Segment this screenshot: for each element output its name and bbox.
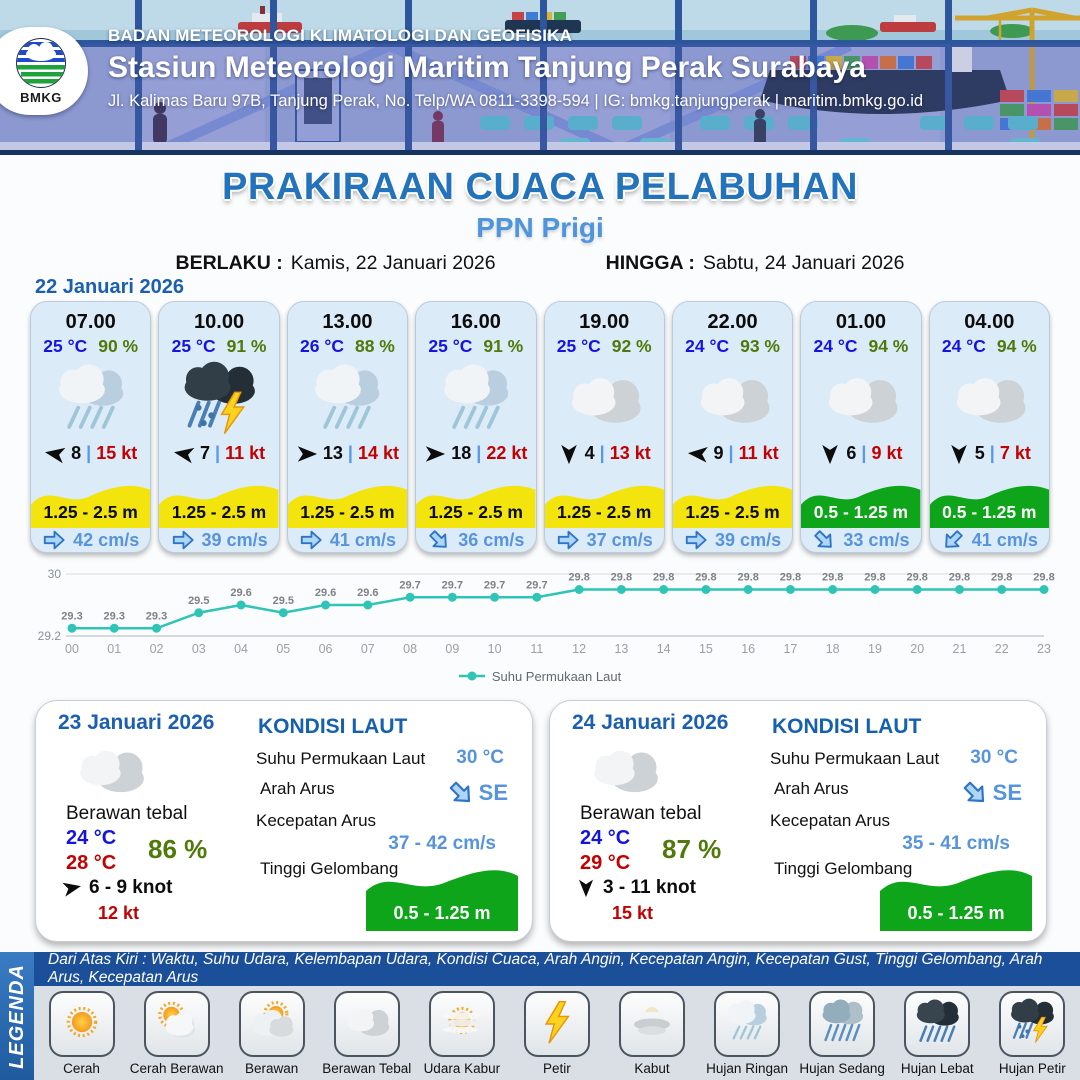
- legend-icon-box: [429, 991, 495, 1057]
- svg-text:29.6: 29.6: [230, 587, 252, 599]
- svg-text:29.5: 29.5: [272, 594, 295, 607]
- svg-text:17: 17: [783, 642, 798, 656]
- card-current-row: [427, 528, 524, 552]
- wind-divider: |: [86, 443, 92, 464]
- forecast-card-04.00: [929, 301, 1050, 553]
- current-direction-icon: [299, 528, 323, 552]
- svg-text:29.5: 29.5: [188, 594, 210, 607]
- legend-item-label: Cerah Berawan: [129, 1061, 224, 1076]
- bmkg-logo-text: BMKG: [20, 90, 62, 105]
- wave-height-block: [880, 853, 1032, 931]
- forecast-cards-row: [30, 301, 1050, 553]
- card-temperature: 25 °C: [556, 336, 601, 356]
- legend-item-petir: [511, 991, 603, 1076]
- day-wind-row: [62, 877, 172, 899]
- day-condition: Berawan tebal: [580, 803, 702, 824]
- wind-direction-icon: [296, 443, 318, 465]
- wave-height-block: [366, 853, 518, 931]
- udara-kabur-icon: [437, 997, 487, 1052]
- card-wave-band: [930, 471, 1049, 528]
- wind-divider: |: [599, 443, 605, 464]
- sst-value: 30 °C: [456, 747, 504, 768]
- legend-item-label: Hujan Lebat: [900, 1061, 974, 1076]
- card-current-row: [941, 528, 1038, 552]
- sst-label: Suhu Permukaan Laut: [770, 749, 940, 768]
- card-time: 10.00: [194, 311, 245, 333]
- wave-height-label: Tinggi Gelombang: [774, 859, 913, 878]
- wind-direction-icon: [576, 878, 596, 898]
- wind-direction-icon: [62, 878, 82, 898]
- legend-item-label: Udara Kabur: [423, 1061, 501, 1076]
- card-wind-row: [948, 441, 1031, 467]
- current-speed-label: Kecepatan Arus: [256, 811, 377, 830]
- card-gust-speed: 7 kt: [999, 443, 1031, 464]
- current-direction-icon: [171, 528, 195, 552]
- card-current-speed: 37 cm/s: [586, 529, 653, 550]
- berlaku: [176, 252, 496, 275]
- day-temp-min: 24 °C: [66, 827, 117, 849]
- hingga: [606, 252, 905, 275]
- card-temperature: 24 °C: [685, 336, 730, 356]
- current-direction-label: Arah Arus: [774, 779, 849, 798]
- card-wave-height: 0.5 - 1.25 m: [813, 502, 909, 522]
- card-wind-speed: 13: [322, 443, 343, 464]
- card-time: 01.00: [835, 311, 886, 333]
- wind-divider: |: [728, 443, 734, 464]
- legend-item-label: Hujan Ringan: [706, 1061, 788, 1076]
- legend-item-label: Kabut: [634, 1061, 670, 1076]
- current-direction-icon: [941, 528, 965, 552]
- legend-item-cerah: [36, 991, 128, 1076]
- card-temp-humidity: [172, 336, 267, 357]
- svg-text:11: 11: [530, 642, 544, 656]
- current-direction-value: SE: [961, 779, 1022, 807]
- card-gust-speed: 13 kt: [609, 443, 651, 464]
- legend-item-berawan-tebal: [321, 991, 413, 1076]
- forecast-card-19.00: [544, 301, 665, 553]
- card-temperature: 24 °C: [813, 336, 858, 356]
- svg-text:29.3: 29.3: [145, 610, 168, 623]
- legend-items-row: [34, 986, 1080, 1080]
- svg-text:29.8: 29.8: [1033, 571, 1055, 584]
- forecast-card-13.00: [287, 301, 408, 553]
- bmkg-logo: [0, 27, 88, 115]
- svg-text:01: 01: [107, 642, 122, 656]
- card-gust-speed: 11 kt: [738, 443, 779, 464]
- legend-icon-box: [239, 991, 305, 1057]
- legend-strip: [0, 952, 1080, 1080]
- card-time: 04.00: [964, 311, 1015, 333]
- svg-text:09: 09: [445, 642, 460, 656]
- svg-text:22: 22: [994, 642, 1009, 656]
- page-title: PRAKIRAAN CUACA PELABUHAN: [222, 166, 858, 208]
- card-humidity: 94 %: [868, 336, 909, 356]
- card-time: 13.00: [322, 311, 373, 333]
- legend-item-hujan-petir: [986, 991, 1078, 1076]
- svg-text:16: 16: [741, 642, 756, 656]
- forecast-card-16.00: [415, 301, 536, 553]
- day-humidity: 87 %: [662, 834, 722, 864]
- wind-direction-icon: [44, 443, 66, 465]
- card-wave-band: [159, 471, 278, 528]
- chart-legend-marker-icon: [459, 669, 485, 684]
- svg-text:20: 20: [910, 642, 925, 656]
- card-wind-speed: 9: [713, 443, 724, 464]
- weather-icon-berawan-tebal: [948, 358, 1030, 441]
- card-wave-band: [801, 471, 920, 528]
- card-time: 22.00: [707, 311, 758, 333]
- day-gust: 15 kt: [612, 903, 654, 923]
- wind-direction-icon: [558, 443, 580, 465]
- card-current-row: [556, 528, 653, 552]
- wave-height-value: 0.5 - 1.25 m: [393, 903, 491, 923]
- svg-text:15: 15: [698, 642, 713, 656]
- card-current-row: [42, 528, 139, 552]
- legend-note-bar: Dari Atas Kiri : Waktu, Suhu Udara, Kelembapan Udara, Kondisi Cuaca, Arah Angin, Kecepatan Angin, Kecepatan Gust, Tinggi Gelombang, Arah Arus, Kecepatan Arus: [34, 952, 1080, 986]
- day-wind-range: 6 - 9 knot: [89, 877, 173, 898]
- wind-divider: |: [347, 443, 353, 464]
- card-current-row: [299, 528, 396, 552]
- current-speed-value: 37 - 42 cm/s: [388, 833, 496, 854]
- svg-text:29.2: 29.2: [37, 629, 61, 643]
- svg-text:29.7: 29.7: [399, 579, 421, 592]
- card-wave-band: [673, 471, 792, 528]
- current-speed-label: Kecepatan Arus: [770, 811, 891, 830]
- weather-icon-berawan-tebal: [692, 358, 774, 441]
- card-humidity: 88 %: [354, 336, 395, 356]
- svg-text:29.7: 29.7: [526, 579, 548, 592]
- card-gust-speed: 9 kt: [871, 443, 903, 464]
- legend-item-label: Hujan Petir: [998, 1061, 1066, 1076]
- svg-text:29.8: 29.8: [864, 571, 886, 584]
- card-wind-speed: 4: [584, 443, 595, 464]
- card-wind-row: [173, 441, 265, 467]
- svg-text:02: 02: [149, 642, 164, 656]
- day-wind-range: 3 - 11 knot: [603, 877, 696, 898]
- legend-item-label: Berawan Tebal: [322, 1061, 412, 1076]
- svg-text:29.8: 29.8: [737, 571, 759, 584]
- card-humidity: 93 %: [740, 336, 780, 356]
- card-humidity: 91 %: [226, 336, 267, 356]
- legend-item-hujan-lebat: [891, 991, 983, 1076]
- card-current-row: [684, 528, 781, 552]
- legend-icon-box: [334, 991, 400, 1057]
- wave-height-value: 0.5 - 1.25 m: [907, 903, 1005, 923]
- card-wind-row: [819, 441, 902, 467]
- forecast-date-label: 22 Januari 2026: [35, 276, 184, 298]
- card-temp-humidity: [300, 336, 395, 357]
- svg-text:05: 05: [276, 642, 291, 656]
- svg-text:08: 08: [403, 642, 418, 656]
- sst-chart: [20, 556, 1060, 684]
- svg-text:29.8: 29.8: [948, 571, 971, 584]
- card-temp-humidity: [428, 336, 523, 357]
- card-wave-band: [416, 471, 535, 528]
- card-wind-speed: 6: [846, 443, 857, 464]
- day-card-24jan: [549, 700, 1047, 942]
- svg-text:10: 10: [487, 642, 502, 656]
- hingga-value: Sabtu, 24 Januari 2026: [702, 252, 905, 274]
- day-condition: Berawan tebal: [66, 803, 188, 824]
- card-current-speed: 33 cm/s: [843, 529, 910, 550]
- card-gust-speed: 15 kt: [96, 443, 138, 464]
- svg-text:29.7: 29.7: [483, 579, 506, 592]
- header-address: Jl. Kalimas Baru 97B, Tanjung Perak, No. Telp/WA 0811-3398-594 | IG: bmkg.tanjungperak | maritim.bmkg.go.id: [108, 92, 924, 110]
- day-wind-row: [576, 877, 696, 899]
- current-direction-label: Arah Arus: [260, 779, 335, 798]
- wind-direction-icon: [948, 443, 970, 465]
- svg-text:06: 06: [318, 642, 333, 656]
- legend-item-cerah-berawan: [131, 991, 223, 1076]
- card-wave-height: 1.25 - 2.5 m: [557, 502, 652, 522]
- bmkg-logo-icon: [15, 37, 67, 89]
- card-wave-height: 1.25 - 2.5 m: [685, 502, 780, 522]
- card-wind-row: [558, 441, 651, 467]
- current-speed-value: 35 - 41 cm/s: [902, 833, 1010, 854]
- card-time: 16.00: [450, 311, 501, 333]
- card-wave-height: 0.5 - 1.25 m: [942, 502, 1037, 522]
- current-direction-icon: [42, 528, 66, 552]
- svg-text:29.6: 29.6: [357, 587, 379, 599]
- legend-icon-box: [619, 991, 685, 1057]
- berawan-icon: [247, 997, 297, 1052]
- card-wind-row: [424, 441, 527, 467]
- card-temperature: 24 °C: [941, 336, 986, 356]
- card-current-row: [812, 528, 909, 552]
- berlaku-label: BERLAKU :: [175, 252, 283, 274]
- legend-item-udara-kabur: [416, 991, 508, 1076]
- card-temperature: 26 °C: [300, 336, 344, 356]
- card-wind-speed: 18: [451, 443, 472, 464]
- card-temperature: 25 °C: [171, 336, 216, 356]
- kabut-icon: [627, 997, 677, 1052]
- day-temp-min: 24 °C: [580, 827, 631, 849]
- validity-row: [0, 252, 1080, 275]
- hujan-ringan-icon: [722, 997, 772, 1052]
- svg-text:23: 23: [1037, 642, 1051, 656]
- svg-text:04: 04: [234, 642, 248, 656]
- card-temperature: 25 °C: [43, 336, 88, 356]
- legend-icon-box: [999, 991, 1065, 1057]
- berlaku-value: Kamis, 22 Januari 2026: [290, 252, 496, 274]
- weather-icon-hujan-ringan: [50, 358, 132, 441]
- svg-text:19: 19: [868, 642, 882, 656]
- day-date: 23 Januari 2026: [58, 711, 215, 734]
- port-name: PPN Prigi: [476, 212, 604, 243]
- weather-icon-hujan-ringan: [435, 358, 517, 441]
- wind-direction-icon: [424, 443, 446, 465]
- wind-divider: |: [861, 443, 867, 464]
- legend-sidebar-text: LEGENDA: [5, 963, 28, 1069]
- sea-conditions-heading: KONDISI LAUT: [772, 715, 922, 738]
- svg-text:29.3: 29.3: [103, 610, 125, 623]
- svg-text:29.8: 29.8: [610, 571, 633, 584]
- card-temp-humidity: [557, 336, 652, 357]
- svg-text:29.6: 29.6: [314, 587, 337, 599]
- card-temp-humidity: [814, 336, 909, 357]
- card-humidity: 92 %: [611, 336, 652, 356]
- wave-height-label: Tinggi Gelombang: [260, 859, 399, 878]
- forecast-card-22.00: [672, 301, 793, 553]
- current-direction-icon: [427, 528, 451, 552]
- card-wind-row: [44, 441, 137, 467]
- card-temperature: 25 °C: [428, 336, 473, 356]
- card-gust-speed: 14 kt: [357, 443, 399, 464]
- card-humidity: 91 %: [483, 336, 524, 356]
- day-temp-max: 29 °C: [580, 852, 631, 874]
- legend-item-kabut: [606, 991, 698, 1076]
- hujan-petir-icon: [1007, 997, 1057, 1052]
- sst-label: Suhu Permukaan Laut: [256, 749, 426, 768]
- svg-text:29.8: 29.8: [779, 571, 802, 584]
- svg-text:29.8: 29.8: [991, 571, 1013, 584]
- legend-item-hujan-sedang: [796, 991, 888, 1076]
- legend-item-hujan-ringan: [701, 991, 793, 1076]
- legend-icon-box: [809, 991, 875, 1057]
- wind-direction-icon: [687, 443, 709, 465]
- forecast-card-07.00: [30, 301, 151, 553]
- hingga-label: HINGGA :: [605, 252, 695, 274]
- weather-icon-hujan-ringan: [306, 358, 388, 441]
- svg-text:29.8: 29.8: [906, 571, 928, 584]
- card-current-speed: 42 cm/s: [73, 529, 140, 550]
- legend-item-berawan: [226, 991, 318, 1076]
- card-wave-height: 1.25 - 2.5 m: [43, 502, 138, 522]
- svg-text:21: 21: [952, 642, 967, 656]
- card-wind-speed: 5: [974, 443, 985, 464]
- legend-icon-box: [144, 991, 210, 1057]
- svg-text:00: 00: [65, 642, 79, 656]
- svg-text:29.8: 29.8: [568, 571, 590, 584]
- card-wave-height: 1.25 - 2.5 m: [428, 502, 523, 522]
- card-wind-speed: 8: [71, 443, 82, 464]
- svg-text:18: 18: [825, 642, 840, 656]
- card-gust-speed: 11 kt: [225, 443, 266, 464]
- sst-chart-legend: [20, 669, 1060, 684]
- day-weather-icon-berawan-tebal: [72, 733, 148, 814]
- day-date: 24 Januari 2026: [572, 711, 729, 734]
- header-station-name: Stasiun Meteorologi Maritim Tanjung Perak Surabaya: [108, 51, 866, 84]
- chart-legend-label: Suhu Permukaan Laut: [491, 669, 622, 684]
- card-wave-height: 1.25 - 2.5 m: [300, 502, 395, 522]
- wind-direction-icon: [173, 443, 195, 465]
- card-wind-speed: 7: [200, 443, 211, 464]
- card-time: 19.00: [579, 311, 630, 333]
- svg-text:29.7: 29.7: [441, 579, 464, 592]
- card-current-speed: 39 cm/s: [715, 529, 782, 550]
- day-gust: 12 kt: [98, 903, 140, 923]
- wind-divider: |: [989, 443, 995, 464]
- svg-text:03: 03: [191, 642, 206, 656]
- svg-text:13: 13: [614, 642, 629, 656]
- legend-item-label: Cerah: [63, 1061, 100, 1076]
- card-time: 07.00: [65, 311, 116, 333]
- svg-text:30: 30: [47, 567, 61, 581]
- forecast-card-10.00: [158, 301, 279, 553]
- card-humidity: 90 %: [98, 336, 139, 356]
- weather-icon-berawan-tebal: [820, 358, 902, 441]
- forecast-card-01.00: [800, 301, 921, 553]
- petir-icon: [532, 997, 582, 1052]
- day-card-23jan: [35, 700, 533, 942]
- card-temp-humidity: [43, 336, 138, 357]
- card-temp-humidity: [685, 336, 780, 357]
- header-org-name: BADAN METEOROLOGI KLIMATOLOGI DAN GEOFISIKA: [108, 26, 573, 45]
- legend-icon-box: [904, 991, 970, 1057]
- sst-value: 30 °C: [970, 747, 1018, 768]
- svg-text:29.8: 29.8: [652, 571, 675, 584]
- cerah-icon: [57, 997, 107, 1052]
- day-humidity: 86 %: [148, 834, 208, 864]
- sea-conditions-heading: KONDISI LAUT: [258, 715, 408, 738]
- card-wave-band: [288, 471, 407, 528]
- svg-text:29.8: 29.8: [821, 571, 844, 584]
- cerah-berawan-icon: [152, 997, 202, 1052]
- wind-divider: |: [215, 443, 221, 464]
- weather-icon-berawan-tebal: [563, 358, 645, 441]
- legend-item-label: Petir: [543, 1061, 571, 1076]
- svg-text:07: 07: [360, 642, 375, 656]
- card-current-speed: 39 cm/s: [201, 529, 268, 550]
- wind-direction-icon: [819, 443, 841, 465]
- current-direction-icon: [556, 528, 580, 552]
- day-temp-max: 28 °C: [66, 852, 117, 874]
- legend-item-label: Hujan Sedang: [799, 1061, 885, 1076]
- svg-text:14: 14: [656, 642, 671, 656]
- day-weather-icon-berawan-tebal: [586, 733, 662, 814]
- legend-sidebar: [0, 952, 34, 1080]
- card-current-row: [171, 528, 268, 552]
- legend-item-label: Berawan: [245, 1061, 299, 1076]
- current-direction-icon: [684, 528, 708, 552]
- legend-icon-box: [524, 991, 590, 1057]
- svg-text:29.8: 29.8: [695, 571, 717, 584]
- current-direction-icon: [447, 779, 475, 807]
- card-humidity: 94 %: [996, 336, 1037, 356]
- card-wave-band: [545, 471, 664, 528]
- header-banner: [0, 0, 1080, 155]
- current-direction-value: SE: [447, 779, 508, 807]
- card-current-speed: 41 cm/s: [329, 529, 396, 550]
- card-wind-row: [296, 441, 399, 467]
- svg-text:12: 12: [572, 642, 587, 656]
- current-direction-icon: [812, 528, 836, 552]
- wind-divider: |: [476, 443, 482, 464]
- card-current-speed: 41 cm/s: [971, 529, 1038, 550]
- weather-icon-hujan-petir: [178, 358, 260, 441]
- hujan-lebat-icon: [912, 997, 962, 1052]
- card-wave-height: 1.25 - 2.5 m: [171, 502, 267, 522]
- card-gust-speed: 22 kt: [486, 443, 528, 464]
- hujan-sedang-icon: [817, 997, 867, 1052]
- card-wave-band: [31, 471, 150, 528]
- berawan-tebal-icon: [342, 997, 392, 1052]
- card-current-speed: 36 cm/s: [458, 529, 525, 550]
- current-direction-icon: [961, 779, 989, 807]
- legend-icon-box: [49, 991, 115, 1057]
- svg-text:29.3: 29.3: [61, 610, 83, 623]
- card-wind-row: [687, 441, 779, 467]
- sst-chart-plot: [20, 556, 1060, 665]
- card-temp-humidity: [942, 336, 1037, 357]
- legend-icon-box: [714, 991, 780, 1057]
